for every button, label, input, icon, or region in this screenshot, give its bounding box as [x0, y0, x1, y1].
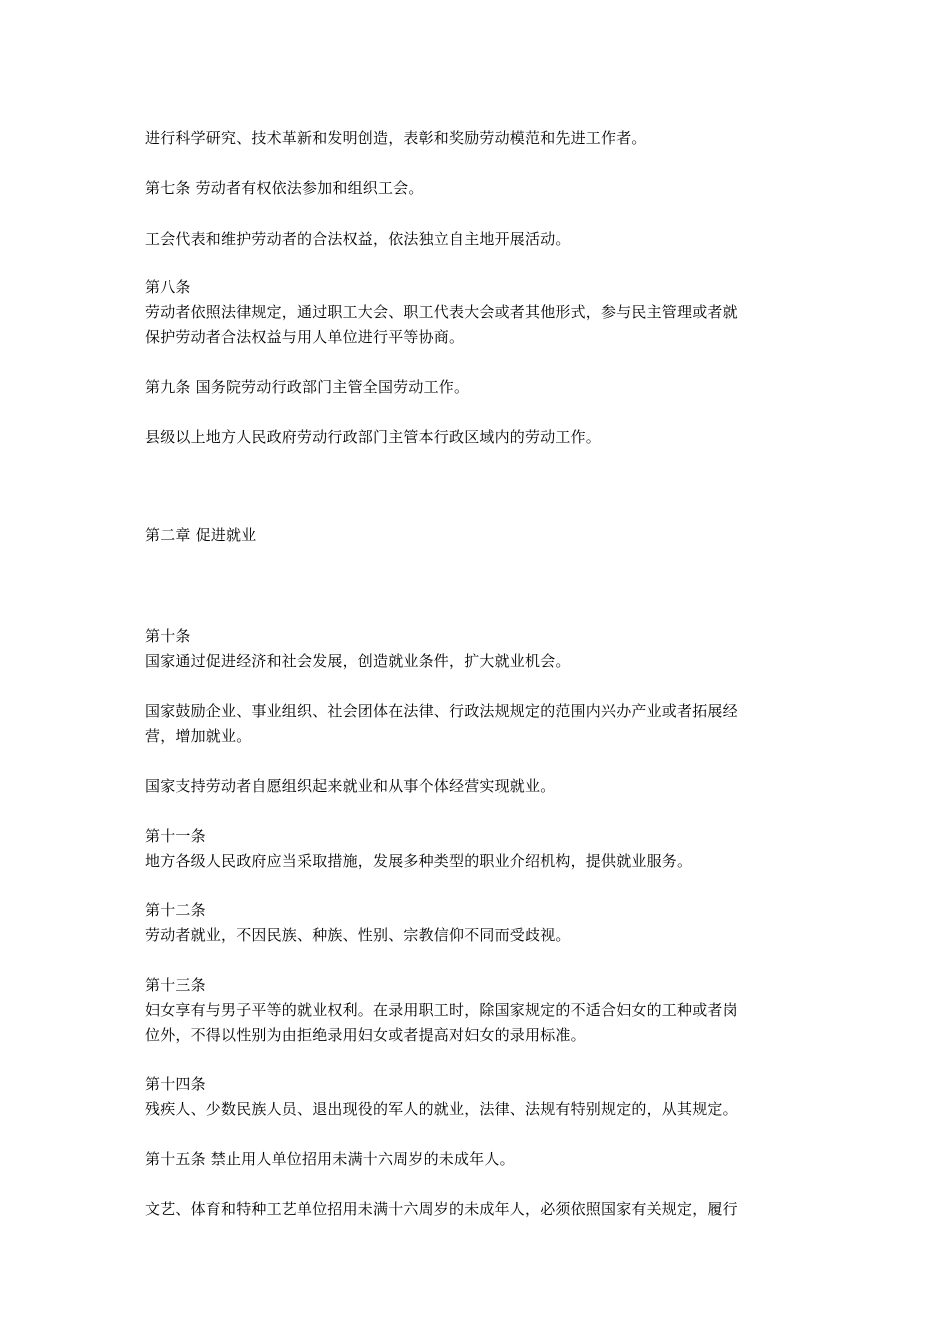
article-heading: 第十条 [145, 627, 191, 645]
text-line: 劳动者就业，不因民族、种族、性别、宗教信仰不同而受歧视。 [145, 926, 571, 944]
article-heading: 第八条 [145, 278, 191, 296]
text-line: 工会代表和维护劳动者的合法权益，依法独立自主地开展活动。 [145, 230, 571, 248]
text-line: 保护劳动者合法权益与用人单位进行平等协商。 [145, 328, 465, 346]
article-heading: 第七条 劳动者有权依法参加和组织工会。 [145, 179, 424, 197]
text-line: 营，增加就业。 [145, 727, 252, 745]
text-line: 国家通过促进经济和社会发展，创造就业条件，扩大就业机会。 [145, 652, 571, 670]
article-heading: 第十三条 [145, 976, 206, 994]
article-heading: 第十一条 [145, 827, 206, 845]
text-line: 地方各级人民政府应当采取措施，发展多种类型的职业介绍机构，提供就业服务。 [145, 852, 693, 870]
text-line: 国家支持劳动者自愿组织起来就业和从事个体经营实现就业。 [145, 777, 556, 795]
article-heading: 第十五条 禁止用人单位招用未满十六周岁的未成年人。 [145, 1150, 515, 1168]
text-line: 县级以上地方人民政府劳动行政部门主管本行政区域内的劳动工作。 [145, 428, 602, 446]
text-line: 妇女享有与男子平等的就业权利。在录用职工时，除国家规定的不适合妇女的工种或者岗 [145, 1001, 738, 1019]
article-heading: 第十二条 [145, 901, 206, 919]
text-line: 劳动者依照法律规定，通过职工大会、职工代表大会或者其他形式，参与民主管理或者就 [145, 303, 738, 321]
text-line: 进行科学研究、技术革新和发明创造，表彰和奖励劳动模范和先进工作者。 [145, 129, 647, 147]
article-heading: 第九条 国务院劳动行政部门主管全国劳动工作。 [145, 378, 470, 396]
chapter-heading: 第二章 促进就业 [145, 526, 257, 544]
text-line: 残疾人、少数民族人员、退出现役的军人的就业，法律、法规有特别规定的，从其规定。 [145, 1100, 738, 1118]
text-line: 国家鼓励企业、事业组织、社会团体在法律、行政法规规定的范围内兴办产业或者拓展经 [145, 702, 738, 720]
text-line: 位外，不得以性别为由拒绝录用妇女或者提高对妇女的录用标准。 [145, 1026, 586, 1044]
article-heading: 第十四条 [145, 1075, 206, 1093]
text-line: 文艺、体育和特种工艺单位招用未满十六周岁的未成年人，必须依照国家有关规定，履行 [145, 1200, 738, 1218]
